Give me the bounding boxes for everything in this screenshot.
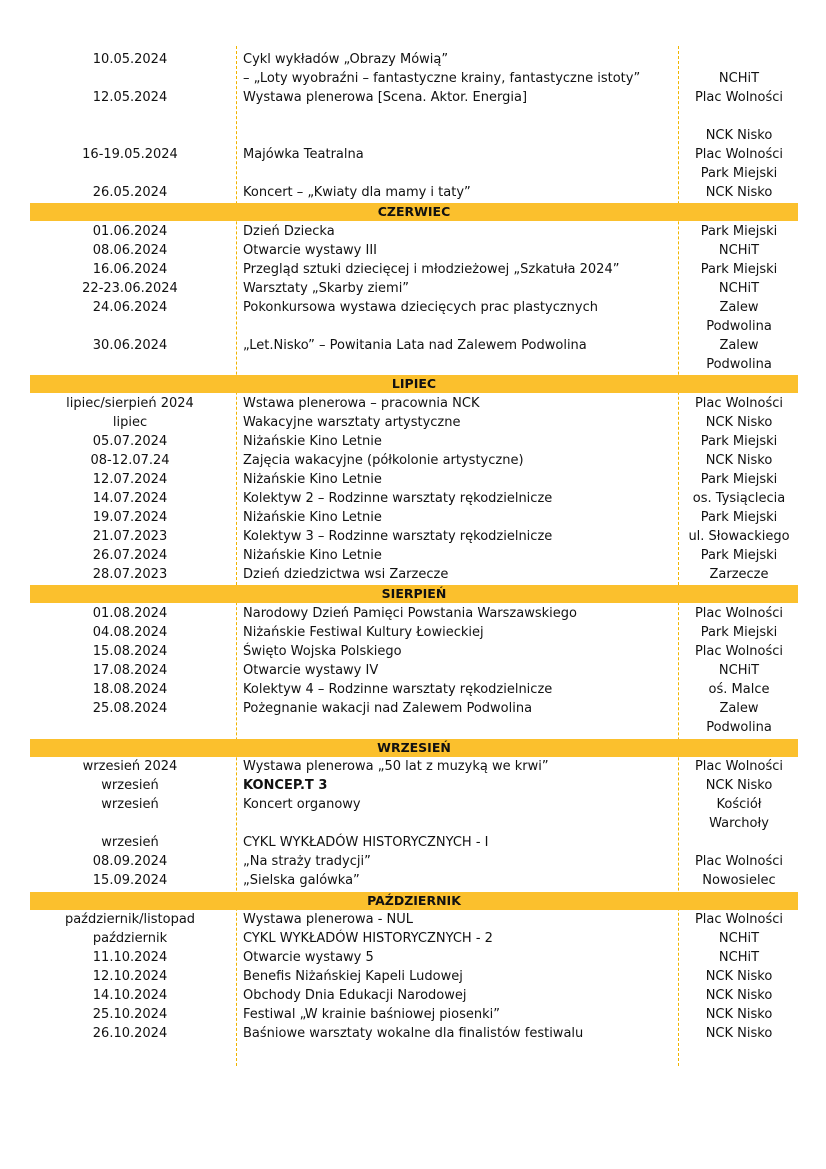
table-row <box>30 1005 798 1024</box>
table-row <box>30 470 798 489</box>
table-row <box>30 910 798 929</box>
event-place: os. Tysiąclecia <box>692 491 786 506</box>
event-date: lipiec <box>112 415 148 430</box>
event-title: Kolektyw 4 – Rodzinne warsztaty rękodzielnicze <box>243 682 553 697</box>
event-date: wrzesień <box>101 778 159 793</box>
event-title: Wstawa plenerowa – pracownia NCK <box>243 396 480 411</box>
table-row <box>30 508 798 527</box>
event-title: Wakacyjne warsztaty artystyczne <box>243 415 461 430</box>
table-row <box>30 394 798 413</box>
event-title: Niżańskie Festiwal Kultury Łowieckiej <box>243 625 484 640</box>
event-date: 21.07.2023 <box>92 529 168 544</box>
event-date: 16-19.05.2024 <box>82 147 178 162</box>
event-title: „Na straży tradycji” <box>243 854 371 869</box>
table-row <box>30 852 798 871</box>
event-date: 30.06.2024 <box>92 338 168 353</box>
event-place: Podwolina <box>706 319 772 334</box>
event-place: Plac Wolności <box>694 759 784 774</box>
event-date: 26.10.2024 <box>92 1026 168 1041</box>
event-place: Plac Wolności <box>694 912 784 927</box>
event-place: NCK Nisko <box>705 1007 773 1022</box>
event-title: Wystawa plenerowa [Scena. Aktor. Energia] <box>243 90 528 105</box>
event-date: 15.08.2024 <box>92 644 168 659</box>
event-title: Obchody Dnia Edukacji Narodowej <box>243 988 467 1003</box>
event-place: oś. Malce <box>708 682 770 697</box>
table-row <box>30 661 798 680</box>
event-date: 11.10.2024 <box>92 950 168 965</box>
event-place: NCK Nisko <box>705 415 773 430</box>
event-title: Kolektyw 2 – Rodzinne warsztaty rękodzielnicze <box>243 491 553 506</box>
table-row <box>30 929 798 948</box>
event-title: Niżańskie Kino Letnie <box>243 510 382 525</box>
event-place: NCHiT <box>718 950 760 965</box>
event-date: lipiec/sierpień 2024 <box>66 396 194 411</box>
event-date: 12.07.2024 <box>92 472 168 487</box>
event-title: Narodowy Dzień Pamięci Powstania Warszawskiego <box>243 606 577 621</box>
event-title: Majówka Teatralna <box>243 147 364 162</box>
table-row <box>30 432 798 451</box>
event-title: CYKL WYKŁADÓW HISTORYCZNYCH - I <box>243 835 489 850</box>
event-title: Otwarcie wystawy 5 <box>243 950 374 965</box>
month-header: LIPIEC <box>30 375 798 393</box>
event-title: Benefis Niżańskiej Kapeli Ludowej <box>243 969 463 984</box>
event-title: Festiwal „W krainie baśniowej piosenki” <box>243 1007 501 1022</box>
table-row <box>30 699 798 718</box>
event-title: Cykl wykładów „Obrazy Mówią” <box>243 52 449 67</box>
event-title: Niżańskie Kino Letnie <box>243 472 382 487</box>
event-place: Park Miejski <box>700 548 778 563</box>
table-row <box>30 604 798 623</box>
table-row <box>30 948 798 967</box>
event-place: Park Miejski <box>700 434 778 449</box>
month-header: SIERPIEŃ <box>30 585 798 603</box>
event-place: Zalew <box>719 300 759 315</box>
event-title: CYKL WYKŁADÓW HISTORYCZNYCH - 2 <box>243 931 493 946</box>
event-date: październik <box>92 931 168 946</box>
table-row <box>30 565 798 584</box>
event-place: Plac Wolności <box>694 147 784 162</box>
event-date: 24.06.2024 <box>92 300 168 315</box>
table-row <box>30 757 798 776</box>
month-header: CZERWIEC <box>30 203 798 221</box>
event-place: Plac Wolności <box>694 396 784 411</box>
event-date: 28.07.2023 <box>92 567 168 582</box>
event-title: Koncert organowy <box>243 797 361 812</box>
event-date: 01.06.2024 <box>92 224 168 239</box>
table-row <box>30 145 798 164</box>
table-row <box>30 546 798 565</box>
event-place: Podwolina <box>706 357 772 372</box>
event-title: Święto Wojska Polskiego <box>243 644 402 659</box>
event-place: Nowosielec <box>702 873 776 888</box>
event-date: 08.06.2024 <box>92 243 168 258</box>
table-row <box>30 718 798 737</box>
event-place: Park Miejski <box>700 510 778 525</box>
event-title: Kolektyw 3 – Rodzinne warsztaty rękodzielnicze <box>243 529 553 544</box>
table-row <box>30 50 798 69</box>
event-title: Wystawa plenerowa - NUL <box>243 912 414 927</box>
event-date: 01.08.2024 <box>92 606 168 621</box>
event-title: Zajęcia wakacyjne (półkolonie artystyczne) <box>243 453 524 468</box>
table-row <box>30 317 798 336</box>
event-place: NCK Nisko <box>705 128 773 143</box>
table-row <box>30 69 798 88</box>
event-title: Pokonkursowa wystawa dziecięcych prac plastycznych <box>243 300 598 315</box>
event-date: 12.10.2024 <box>92 969 168 984</box>
event-place: Plac Wolności <box>694 90 784 105</box>
event-title: Otwarcie wystawy III <box>243 243 377 258</box>
event-place: Park Miejski <box>700 472 778 487</box>
table-row <box>30 336 798 355</box>
table-row <box>30 527 798 546</box>
event-place: NCK Nisko <box>705 453 773 468</box>
event-place: Park Miejski <box>700 625 778 640</box>
event-date: 08.09.2024 <box>92 854 168 869</box>
event-place: Plac Wolności <box>694 854 784 869</box>
table-row <box>30 833 798 852</box>
event-place: Warchoły <box>709 816 769 831</box>
event-title: Warsztaty „Skarby ziemi” <box>243 281 410 296</box>
event-date: 14.07.2024 <box>92 491 168 506</box>
event-date: 08-12.07.24 <box>90 453 170 468</box>
event-title: Baśniowe warsztaty wokalne dla finalistów festiwalu <box>243 1026 584 1041</box>
table-row <box>30 967 798 986</box>
event-place: NCHiT <box>718 71 760 86</box>
event-title: KONCEP.T 3 <box>243 778 328 793</box>
event-date: październik/listopad <box>64 912 196 927</box>
event-title: „Let.Nisko” – Powitania Lata nad Zalewem Podwolina <box>243 338 587 353</box>
table-row <box>30 642 798 661</box>
event-date: 04.08.2024 <box>92 625 168 640</box>
event-date: wrzesień <box>101 797 159 812</box>
table-row <box>30 489 798 508</box>
event-place: Park Miejski <box>700 262 778 277</box>
table-row <box>30 795 798 814</box>
event-date: 05.07.2024 <box>92 434 168 449</box>
event-date: 22-23.06.2024 <box>82 281 178 296</box>
event-place: NCHiT <box>718 281 760 296</box>
event-title: Koncert – „Kwiaty dla mamy i taty” <box>243 185 471 200</box>
table-row <box>30 680 798 699</box>
event-place: NCHiT <box>718 663 760 678</box>
event-place: NCHiT <box>718 243 760 258</box>
event-place: NCK Nisko <box>705 969 773 984</box>
table-row <box>30 355 798 374</box>
table-row <box>30 88 798 107</box>
event-place: Park Miejski <box>700 224 778 239</box>
event-place: Zalew <box>719 701 759 716</box>
event-date: 26.05.2024 <box>92 185 168 200</box>
month-header: WRZESIEŃ <box>30 739 798 757</box>
event-place: NCHiT <box>718 931 760 946</box>
event-place: NCK Nisko <box>705 185 773 200</box>
event-date: 18.08.2024 <box>92 682 168 697</box>
event-date: 17.08.2024 <box>92 663 168 678</box>
event-date: 16.06.2024 <box>92 262 168 277</box>
event-place: NCK Nisko <box>705 988 773 1003</box>
event-title: Niżańskie Kino Letnie <box>243 434 382 449</box>
table-row <box>30 871 798 890</box>
event-place: Zarzecze <box>709 567 769 582</box>
event-place: Park Miejski <box>700 166 778 181</box>
table-row <box>30 986 798 1005</box>
event-title: Wystawa plenerowa „50 lat z muzyką we krwi” <box>243 759 549 774</box>
event-date: 25.08.2024 <box>92 701 168 716</box>
event-title: Dzień dziedzictwa wsi Zarzecze <box>243 567 449 582</box>
event-title: Otwarcie wystawy IV <box>243 663 379 678</box>
table-row <box>30 776 798 795</box>
table-row <box>30 222 798 241</box>
event-date: wrzesień <box>101 835 159 850</box>
event-date: 15.09.2024 <box>92 873 168 888</box>
event-date: 12.05.2024 <box>92 90 168 105</box>
event-place: Podwolina <box>706 720 772 735</box>
table-row <box>30 183 798 202</box>
event-title: „Sielska galówka” <box>243 873 360 888</box>
event-date: 25.10.2024 <box>92 1007 168 1022</box>
event-place: ul. Słowackiego <box>688 529 790 544</box>
event-date: wrzesień 2024 <box>82 759 178 774</box>
table-row <box>30 126 798 145</box>
table-row <box>30 623 798 642</box>
event-title: – „Loty wyobraźni – fantastyczne krainy, fantastyczne istoty” <box>243 71 641 86</box>
event-date: 19.07.2024 <box>92 510 168 525</box>
event-place: NCK Nisko <box>705 1026 773 1041</box>
table-row <box>30 241 798 260</box>
event-place: Kościół <box>716 797 762 812</box>
table-row <box>30 451 798 470</box>
table-row <box>30 164 798 183</box>
table-row <box>30 298 798 317</box>
table-row <box>30 260 798 279</box>
event-date: 26.07.2024 <box>92 548 168 563</box>
table-row <box>30 1024 798 1043</box>
event-title: Pożegnanie wakacji nad Zalewem Podwolina <box>243 701 533 716</box>
event-place: Plac Wolności <box>694 644 784 659</box>
table-row <box>30 413 798 432</box>
event-title: Przegląd sztuki dziecięcej i młodzieżowej „Szkatuła 2024” <box>243 262 620 277</box>
table-row <box>30 814 798 833</box>
event-date: 10.05.2024 <box>92 52 168 67</box>
table-row <box>30 279 798 298</box>
event-title: Dzień Dziecka <box>243 224 335 239</box>
event-title: Niżańskie Kino Letnie <box>243 548 382 563</box>
event-place: NCK Nisko <box>705 778 773 793</box>
event-date: 14.10.2024 <box>92 988 168 1003</box>
event-place: Plac Wolności <box>694 606 784 621</box>
event-place: Zalew <box>719 338 759 353</box>
month-header: PAŹDZIERNIK <box>30 892 798 910</box>
